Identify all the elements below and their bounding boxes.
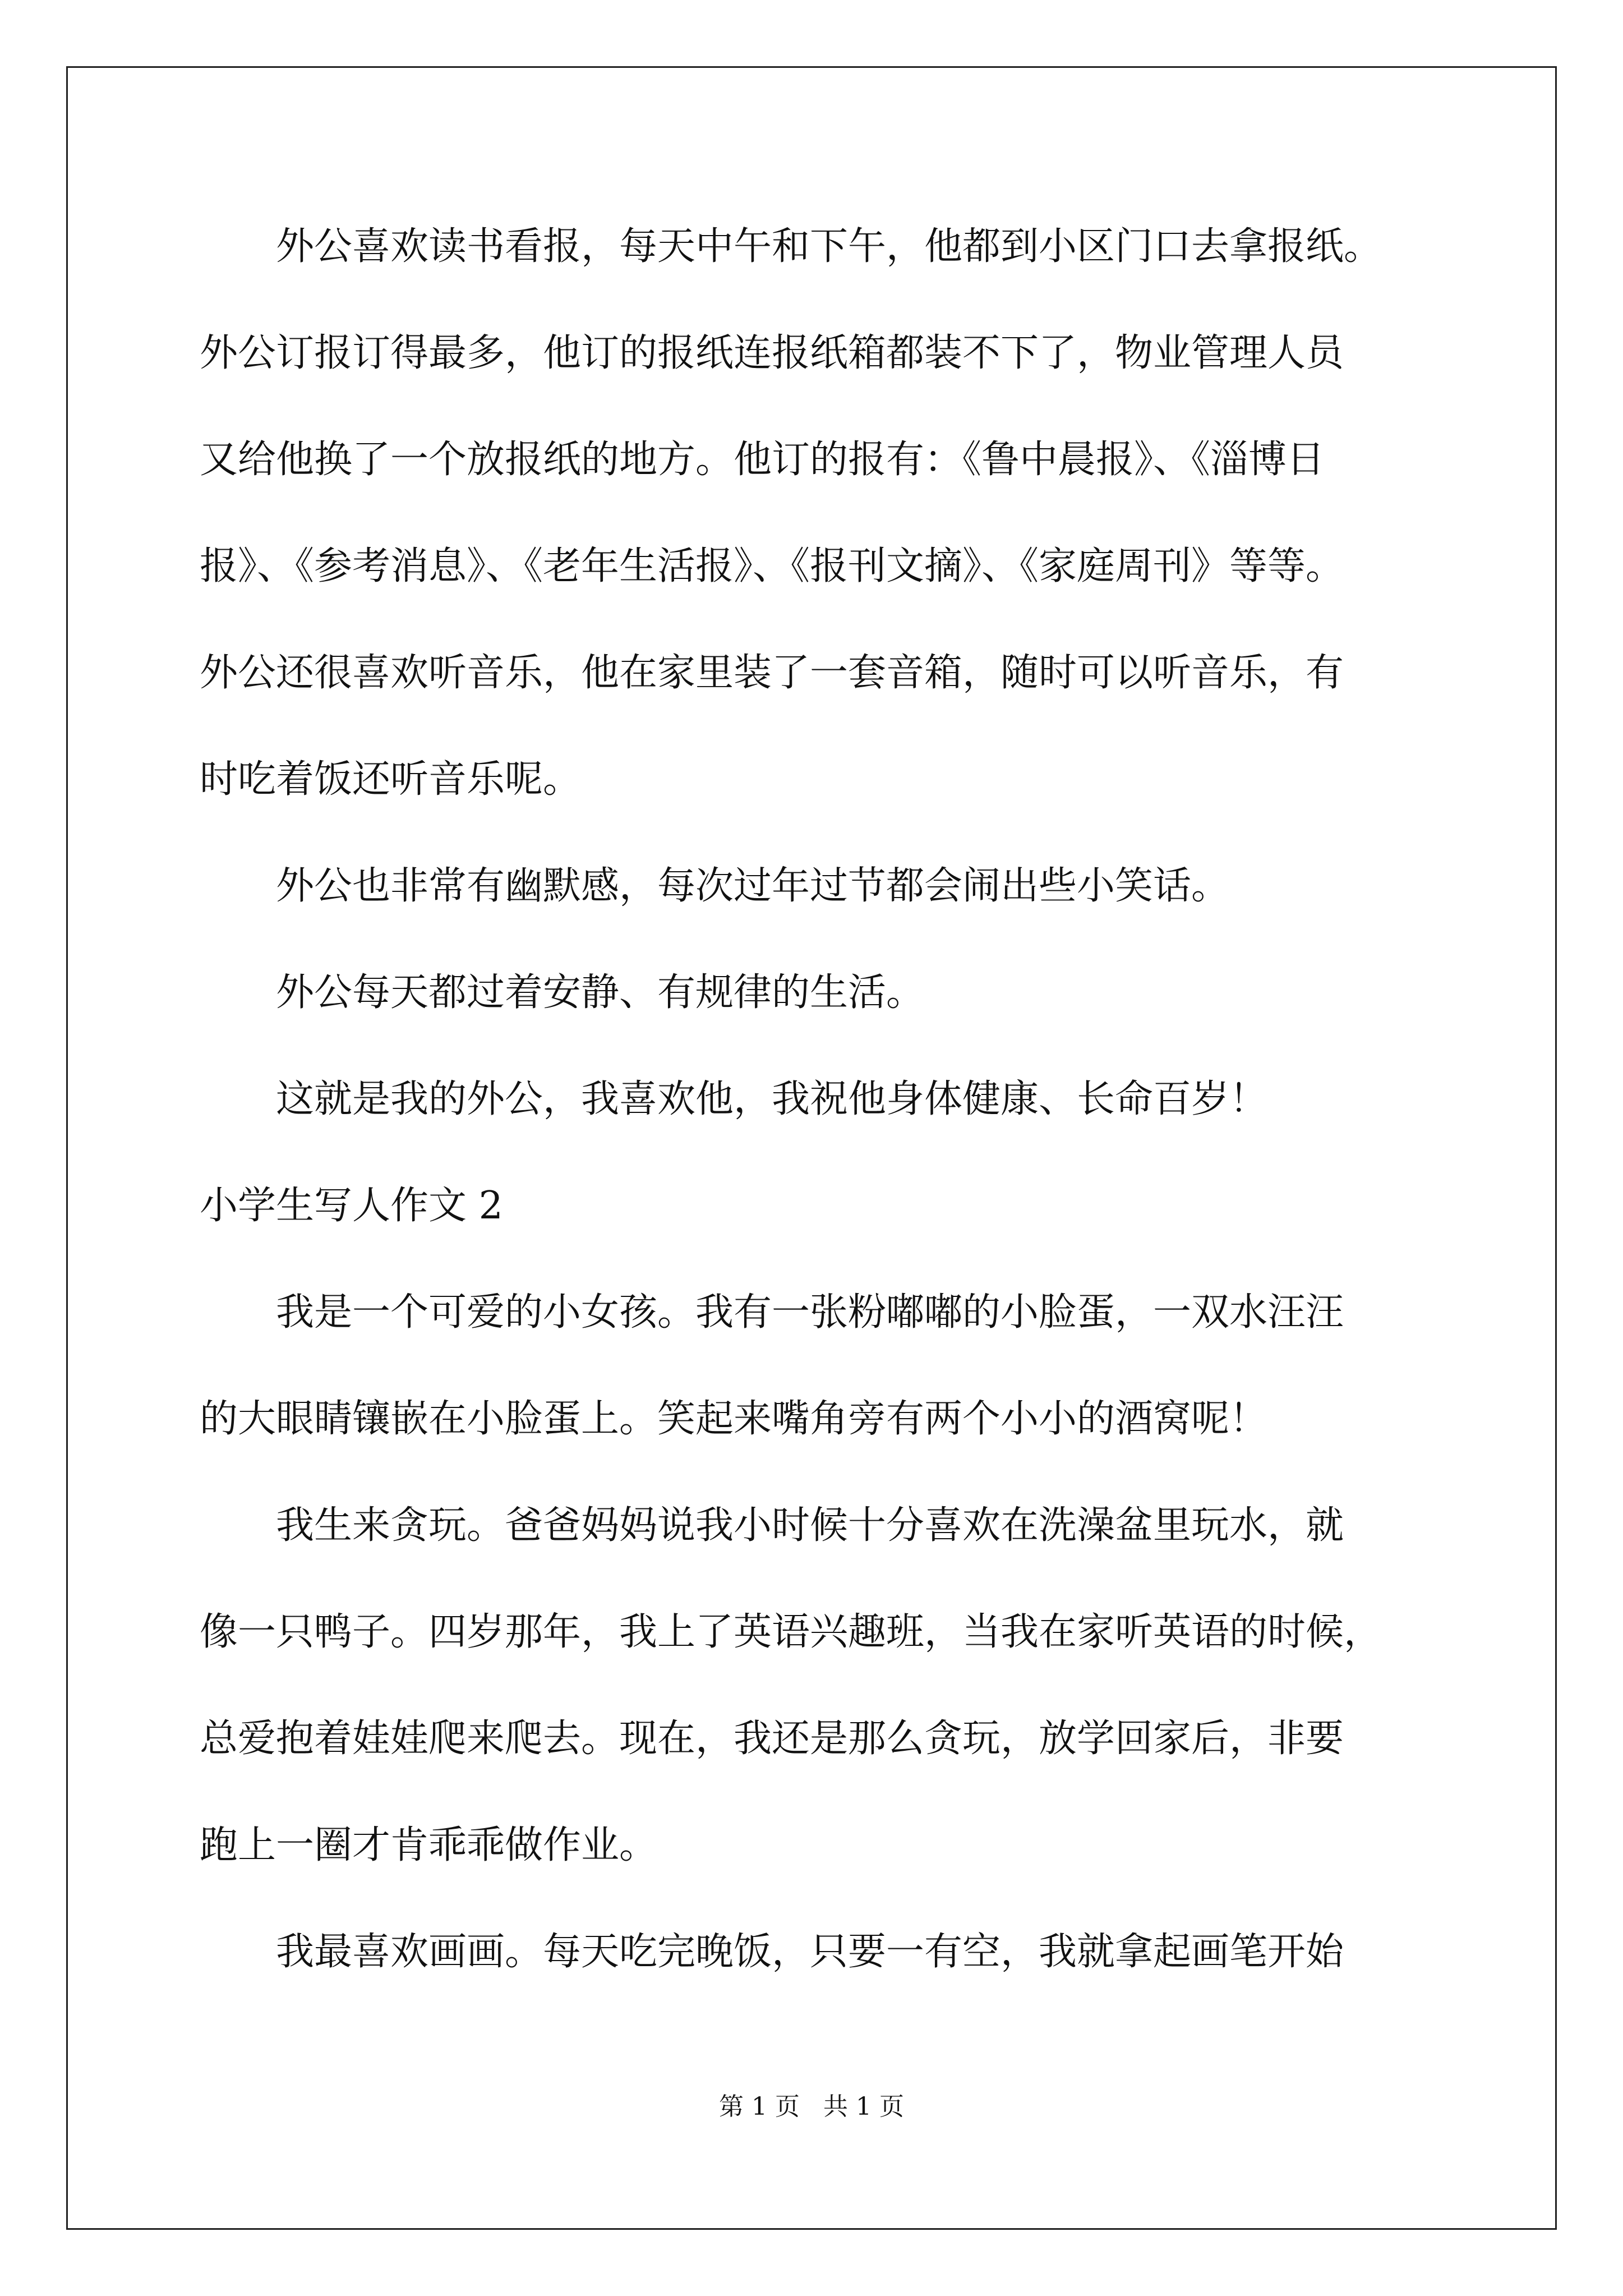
text-line-1: 外公喜欢读书看报，每天中午和下午，他都到小区门口去拿报纸。 [200, 224, 1382, 269]
text-line-11: 我是一个可爱的小女孩。我有一张粉嘟嘟的小脸蛋，一双水汪汪 [200, 1290, 1344, 1335]
text-line-3: 又给他换了一个放报纸的地方。他订的报有：《鲁中晨报》、《淄博日 [200, 438, 1325, 482]
text-line-7: 外公也非常有幽默感，每次过年过节都会闹出些小笑话。 [200, 864, 1230, 908]
text-line-6: 时吃着饭还听音乐呢。 [200, 757, 582, 802]
text-line-9: 这就是我的外公，我喜欢他，我祝他身体健康、长命百岁！ [200, 1077, 1268, 1121]
text-line-14: 像一只鸭子。四岁那年，我上了英语兴趣班，当我在家听英语的时候， [200, 1610, 1382, 1654]
text-line-16: 跑上一圈才肯乖乖做作业。 [200, 1823, 658, 1867]
text-line-15: 总爱抱着娃娃爬来爬去。现在，我还是那么贪玩，放学回家后，非要 [200, 1717, 1344, 1761]
page-total: 共 1 页 [823, 2092, 904, 2121]
page-border [66, 66, 1557, 2230]
text-line-5: 外公还很喜欢听音乐，他在家里装了一套音箱，随时可以听音乐，有 [200, 651, 1344, 695]
text-line-13: 我生来贪玩。爸爸妈妈说我小时候十分喜欢在洗澡盆里玩水，就 [200, 1503, 1344, 1548]
page-number: 第 1 页 [719, 2092, 800, 2121]
section-heading: 小学生写人作文 2 [200, 1184, 503, 1228]
text-line-17: 我最喜欢画画。每天吃完晚饭，只要一有空，我就拿起画笔开始 [200, 1930, 1344, 1974]
text-line-2: 外公订报订得最多，他订的报纸连报纸箱都装不下了，物业管理人员 [200, 331, 1344, 375]
text-line-4: 报》、《参考消息》、《老年生活报》、《报刊文摘》、《家庭周刊》等等。 [200, 544, 1344, 588]
page-footer [0, 2090, 1623, 2124]
text-line-12: 的大眼睛镶嵌在小脸蛋上。笑起来嘴角旁有两个小小的酒窝呢！ [200, 1397, 1268, 1441]
text-line-8: 外公每天都过着安静、有规律的生活。 [200, 970, 925, 1015]
